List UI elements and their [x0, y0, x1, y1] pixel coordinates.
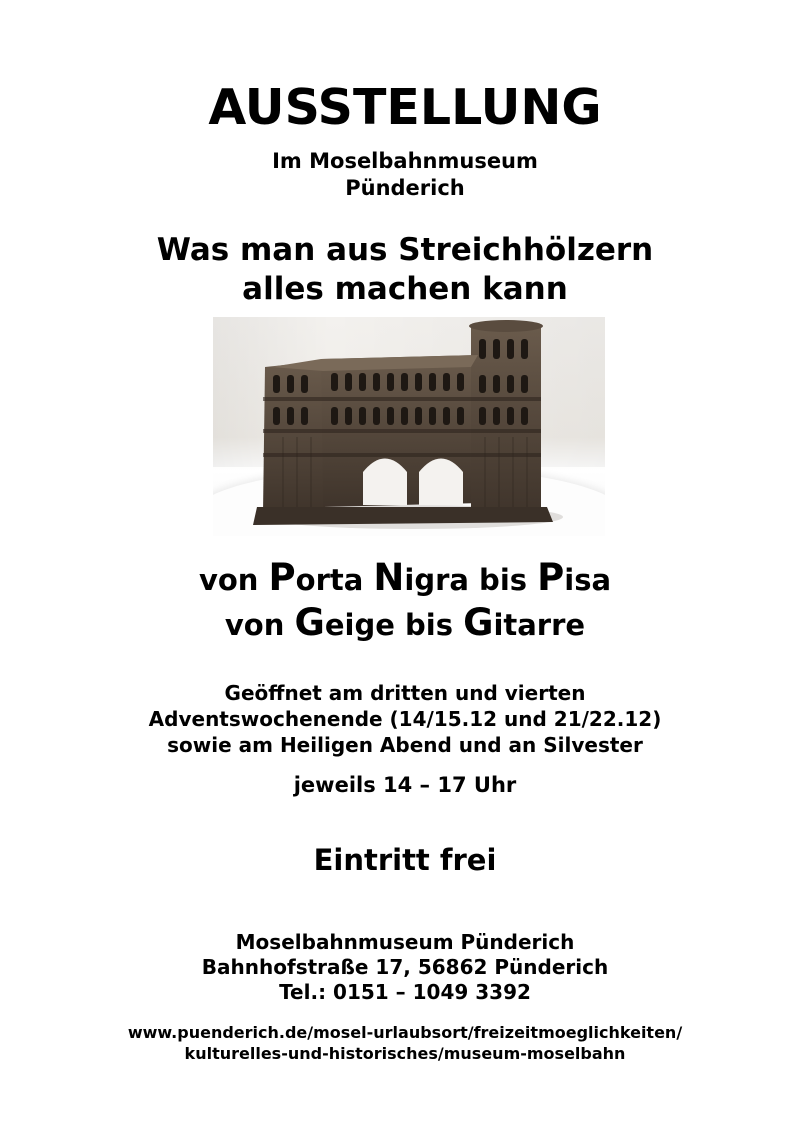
headline-line-2: alles machen kann [242, 271, 568, 307]
admission: Eintritt frei [313, 843, 497, 877]
porta-nigra-model-photo [213, 317, 605, 536]
location-line-1: Im Moselbahnmuseum [272, 149, 538, 173]
opening-line-2: Adventswochenende (14/15.12 und 21/22.12) [148, 707, 662, 731]
headline-line-1: Was man aus Streichhölzern [156, 232, 654, 268]
tagline-1: von Porta Nigra bis Pisa [198, 556, 612, 599]
url-line-2: kulturelles-und-historisches/museum-moselbahn [184, 1044, 626, 1063]
url-line-1: www.puenderich.de/mosel-urlaubsort/freizeitmoeglichkeiten/ [127, 1023, 683, 1042]
contact-name: Moselbahnmuseum Pünderich [235, 930, 575, 954]
opening-line-1: Geöffnet am dritten und vierten [224, 681, 586, 705]
opening-line-3: sowie am Heiligen Abend und an Silvester [167, 733, 643, 757]
contact-address: Bahnhofstraße 17, 56862 Pünderich [201, 955, 609, 979]
poster-title: AUSSTELLUNG [208, 79, 602, 136]
contact-phone: Tel.: 0151 – 1049 3392 [279, 980, 531, 1004]
opening-hours: jeweils 14 – 17 Uhr [293, 773, 517, 797]
tagline-2: von Geige bis Gitarre [224, 601, 586, 644]
location-line-2: Pünderich [345, 176, 465, 200]
